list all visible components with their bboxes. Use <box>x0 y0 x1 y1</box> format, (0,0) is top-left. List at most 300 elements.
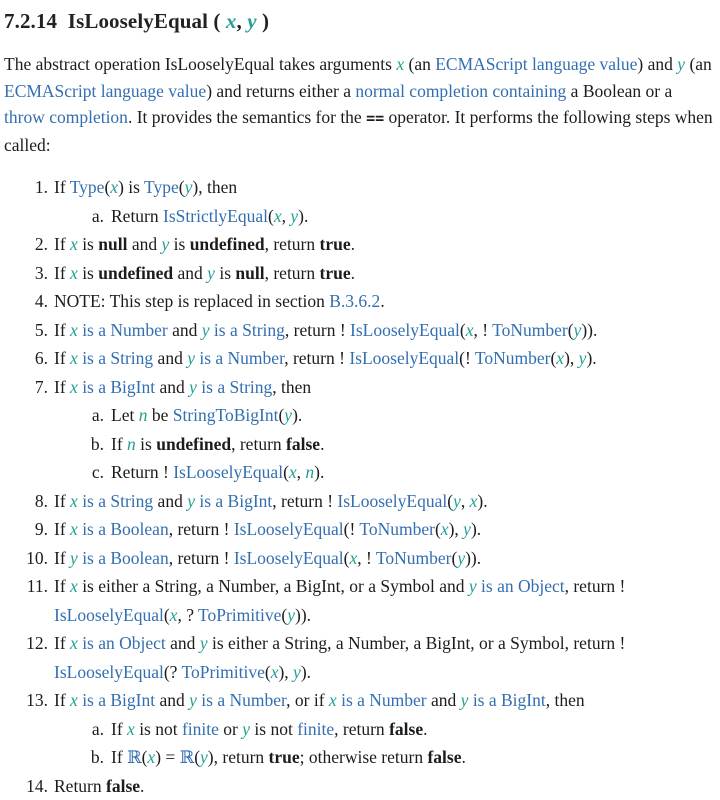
text: and <box>153 491 187 511</box>
text: ( <box>142 747 148 767</box>
step-text <box>54 548 481 568</box>
text: and <box>427 690 461 710</box>
step-text <box>54 348 597 368</box>
text: is <box>169 234 189 254</box>
variable: y <box>469 576 477 596</box>
spec-link[interactable]: ECMAScript language value <box>435 54 637 74</box>
variable: y <box>161 234 169 254</box>
text: If <box>54 519 70 539</box>
text: 7.2.14 IsLooselyEqual ( <box>4 9 226 33</box>
text: The abstract operation IsLooselyEqual takes arguments <box>4 54 396 74</box>
spec-link[interactable]: IsLooselyEqual <box>349 348 459 368</box>
substep-text <box>111 401 716 430</box>
text: , <box>236 9 247 33</box>
variable: x <box>70 519 78 539</box>
keyword-value: false <box>106 776 140 796</box>
step-content <box>54 373 716 487</box>
keyword-value: null <box>98 234 127 254</box>
keyword-value: undefined <box>98 263 173 283</box>
text: ). <box>301 662 311 682</box>
variable: y <box>677 54 685 74</box>
spec-link[interactable]: is a String <box>82 348 153 368</box>
step-marker: 2. <box>4 230 48 259</box>
keyword-value: false <box>286 434 320 454</box>
text: If <box>54 263 70 283</box>
step-text <box>54 263 355 283</box>
variable: n <box>139 405 148 425</box>
text: ( <box>265 662 271 682</box>
substep-marker: c. <box>54 458 104 487</box>
spec-link[interactable]: ToNumber <box>359 519 435 539</box>
step-content <box>54 230 716 259</box>
step-text <box>54 690 585 710</box>
spec-link[interactable]: is a Boolean <box>82 548 169 568</box>
substep-text <box>111 743 716 772</box>
text: or <box>219 719 242 739</box>
text: If <box>54 548 70 568</box>
text: is <box>215 263 235 283</box>
text: is not <box>135 719 182 739</box>
spec-link[interactable]: finite <box>297 719 334 739</box>
variable: y <box>202 320 210 340</box>
text: . It provides the semantics for the <box>128 107 366 127</box>
variable: y <box>293 662 301 682</box>
variable: n <box>305 462 314 482</box>
variable: x <box>70 576 78 596</box>
spec-link[interactable]: Type <box>70 177 105 197</box>
step-text <box>54 776 144 796</box>
text: . <box>320 434 324 454</box>
variable: y <box>463 519 471 539</box>
algorithm-substep <box>54 458 716 487</box>
variable: y <box>200 633 208 653</box>
substep-text <box>111 202 716 231</box>
variable: x <box>70 690 78 710</box>
text: ( <box>283 462 289 482</box>
variable: x <box>127 719 135 739</box>
variable: y <box>242 719 250 739</box>
keyword-value: false <box>427 747 461 767</box>
step-text <box>54 491 488 511</box>
text: . <box>423 719 427 739</box>
spec-link[interactable]: is an Object <box>481 576 565 596</box>
step-marker: 14. <box>4 772 48 800</box>
step-marker: 13. <box>4 686 48 772</box>
text: ). <box>292 405 302 425</box>
text: ( <box>281 605 287 625</box>
text: Return <box>54 776 106 796</box>
step-text <box>54 320 597 340</box>
text: If <box>54 576 70 596</box>
variable: x <box>556 348 564 368</box>
step-content <box>54 259 716 288</box>
algorithm-substep <box>54 202 716 231</box>
section-heading <box>4 8 716 34</box>
algorithm-step <box>4 572 716 629</box>
text: ), <box>449 519 464 539</box>
variable: x <box>70 320 78 340</box>
text: , <box>282 206 291 226</box>
text: and <box>155 377 189 397</box>
algorithm-step <box>4 544 716 573</box>
keyword-value: undefined <box>190 234 265 254</box>
variable: y <box>200 747 208 767</box>
algorithm-step <box>4 344 716 373</box>
text: , <box>461 491 470 511</box>
algorithm-step <box>4 287 716 316</box>
variable: y <box>574 320 582 340</box>
spec-link[interactable]: IsLooselyEqual <box>54 605 164 625</box>
spec-link[interactable]: StringToBigInt <box>173 405 279 425</box>
step-content <box>54 287 716 316</box>
variable: y <box>579 348 587 368</box>
text: and <box>173 263 207 283</box>
substep-text <box>111 430 716 459</box>
keyword-value: null <box>235 263 264 283</box>
text: , return <box>265 234 320 254</box>
spec-link[interactable]: ℝ <box>127 747 142 767</box>
text: ) is <box>118 177 144 197</box>
text: ( <box>344 548 350 568</box>
substep-marker: a. <box>54 401 104 430</box>
spec-link[interactable]: is a BigInt <box>199 491 272 511</box>
text: , return ! <box>565 576 626 596</box>
algorithm-substep <box>54 715 716 744</box>
spec-link[interactable]: is a String <box>201 377 272 397</box>
text: , return ! <box>169 548 234 568</box>
variable: y <box>284 405 292 425</box>
text: is <box>136 434 156 454</box>
step-content <box>54 572 716 629</box>
text: , ? <box>177 605 198 625</box>
variable: x <box>274 206 282 226</box>
algorithm-substep <box>54 743 716 772</box>
variable: n <box>127 434 136 454</box>
variable: x <box>350 548 358 568</box>
text: be <box>147 405 172 425</box>
spec-link[interactable]: is a Number <box>199 348 284 368</box>
variable: y <box>287 605 295 625</box>
text: ), <box>278 662 293 682</box>
text: If <box>54 234 70 254</box>
variable: y <box>187 348 195 368</box>
variable: y <box>207 263 215 283</box>
step-content <box>54 515 716 544</box>
text: ) and returns either a <box>206 81 355 101</box>
text: , then <box>546 690 585 710</box>
spec-link[interactable]: ToPrimitive <box>182 662 265 682</box>
text: (an <box>685 54 712 74</box>
spec-link[interactable]: throw completion <box>4 107 128 127</box>
spec-link[interactable]: is a BigInt <box>473 690 546 710</box>
substep-marker: a. <box>54 715 104 744</box>
text: operator. It performs the following steps when called: <box>4 107 713 155</box>
variable: x <box>170 605 178 625</box>
variable: x <box>70 377 78 397</box>
variable: x <box>70 491 78 511</box>
spec-link[interactable]: is a Number <box>341 690 427 710</box>
text: ) = <box>155 747 179 767</box>
spec-link[interactable]: Type <box>144 177 179 197</box>
text: If <box>111 719 127 739</box>
spec-link[interactable]: ℝ <box>180 747 195 767</box>
step-marker: 6. <box>4 344 48 373</box>
variable: x <box>70 263 78 283</box>
text: , return ! <box>169 519 234 539</box>
text: ). <box>477 491 487 511</box>
text: ( <box>278 405 284 425</box>
spec-link[interactable]: is a Number <box>82 320 168 340</box>
spec-link[interactable]: IsStrictlyEqual <box>163 206 268 226</box>
spec-link[interactable]: is a BigInt <box>82 377 155 397</box>
text: ). <box>586 348 596 368</box>
spec-link[interactable]: IsLooselyEqual <box>350 320 460 340</box>
spec-link[interactable]: normal completion containing <box>355 81 566 101</box>
text: Return <box>111 206 163 226</box>
text: ( <box>194 747 200 767</box>
spec-link[interactable]: is an Object <box>82 633 166 653</box>
variable: y <box>457 548 465 568</box>
keyword-value: true <box>320 263 351 283</box>
algorithm-step <box>4 373 716 487</box>
text: ). <box>471 519 481 539</box>
spec-link[interactable]: IsLooselyEqual <box>173 462 283 482</box>
spec-link[interactable]: B.3.6.2 <box>329 291 380 311</box>
text: ( <box>447 491 453 511</box>
step-marker: 8. <box>4 487 48 516</box>
variable: y <box>247 9 256 33</box>
variable: x <box>329 690 337 710</box>
spec-link[interactable]: is a BigInt <box>82 690 155 710</box>
text: a Boolean or a <box>566 81 672 101</box>
text: is <box>78 234 98 254</box>
text: )). <box>465 548 481 568</box>
step-content <box>54 344 716 373</box>
text: ( <box>104 177 110 197</box>
text: , return ! <box>272 491 337 511</box>
variable: x <box>70 348 78 368</box>
text: ( <box>268 206 274 226</box>
text: If <box>54 177 70 197</box>
algorithm-step <box>4 316 716 345</box>
variable: x <box>271 662 279 682</box>
text: . <box>462 747 466 767</box>
spec-link[interactable]: is a String <box>214 320 285 340</box>
text: is either a String, a Number, a BigInt, or a Symbol, return ! <box>208 633 626 653</box>
step-text <box>54 519 481 539</box>
variable: y <box>187 491 195 511</box>
spec-link[interactable]: finite <box>182 719 219 739</box>
keyword-value: false <box>389 719 423 739</box>
variable: y <box>290 206 298 226</box>
algorithm-substep <box>54 401 716 430</box>
text: If <box>54 348 70 368</box>
variable: x <box>70 633 78 653</box>
spec-link[interactable]: ToNumber <box>492 320 568 340</box>
spec-link[interactable]: IsLooselyEqual <box>337 491 447 511</box>
algorithm-step <box>4 629 716 686</box>
text: and <box>166 633 200 653</box>
text: If <box>111 747 127 767</box>
text: and <box>155 690 189 710</box>
text: If <box>54 491 70 511</box>
variable: y <box>453 491 461 511</box>
variable: y <box>461 690 469 710</box>
text: (! <box>344 519 360 539</box>
text: is either a String, a Number, a BigInt, or a Symbol and <box>78 576 469 596</box>
text: If <box>54 633 70 653</box>
step-content <box>54 629 716 686</box>
text: , <box>297 462 306 482</box>
spec-link[interactable]: is a Number <box>201 690 286 710</box>
code-operator: == <box>366 109 384 127</box>
text: NOTE: This step is replaced in section <box>54 291 329 311</box>
text: ( <box>435 519 441 539</box>
substep-marker: a. <box>54 202 104 231</box>
step-marker: 12. <box>4 629 48 686</box>
variable: y <box>189 690 197 710</box>
step-content <box>54 772 716 800</box>
text: ( <box>452 548 458 568</box>
text: (an <box>404 54 435 74</box>
algorithm-step <box>4 259 716 288</box>
step-marker: 3. <box>4 259 48 288</box>
variable: x <box>70 234 78 254</box>
text: , or if <box>286 690 329 710</box>
spec-link[interactable]: IsLooselyEqual <box>54 662 164 682</box>
step-marker: 11. <box>4 572 48 629</box>
variable: x <box>396 54 404 74</box>
algorithm-substep <box>54 430 716 459</box>
spec-link[interactable]: ToNumber <box>475 348 551 368</box>
text: (! <box>459 348 475 368</box>
step-marker: 7. <box>4 373 48 487</box>
step-marker: 5. <box>4 316 48 345</box>
step-content <box>54 173 716 230</box>
text: ), return <box>208 747 269 767</box>
step-text <box>54 177 237 197</box>
variable: y <box>185 177 193 197</box>
text: If <box>54 320 70 340</box>
spec-link[interactable]: ToPrimitive <box>198 605 281 625</box>
text: Return ! <box>111 462 173 482</box>
text: ) <box>257 9 269 33</box>
spec-link[interactable]: is a Boolean <box>82 519 169 539</box>
substep-marker: b. <box>54 743 104 772</box>
step-content <box>54 316 716 345</box>
text: , return <box>265 263 320 283</box>
variable: y <box>70 548 78 568</box>
text: . <box>380 291 384 311</box>
variable: x <box>226 9 237 33</box>
variable: x <box>289 462 297 482</box>
text: ), then <box>192 177 237 197</box>
keyword-value: true <box>320 234 351 254</box>
text: ). <box>314 462 324 482</box>
text: . <box>351 234 355 254</box>
step-marker: 4. <box>4 287 48 316</box>
algorithm-steps <box>4 173 716 800</box>
text: ( <box>460 320 466 340</box>
keyword-value: true <box>269 747 300 767</box>
substep-text <box>111 715 716 744</box>
text: ; otherwise return <box>300 747 428 767</box>
text: ( <box>568 320 574 340</box>
text: )). <box>581 320 597 340</box>
variable: x <box>466 320 474 340</box>
text: ( <box>179 177 185 197</box>
substep-marker: b. <box>54 430 104 459</box>
spec-link[interactable]: is a String <box>82 491 153 511</box>
text: If <box>54 377 70 397</box>
text: ). <box>298 206 308 226</box>
spec-link[interactable]: IsLooselyEqual <box>234 519 344 539</box>
text: is not <box>250 719 297 739</box>
step-marker: 1. <box>4 173 48 230</box>
algorithm-step <box>4 772 716 800</box>
text: . <box>140 776 144 796</box>
algorithm-step <box>4 173 716 230</box>
step-content <box>54 487 716 516</box>
text: , return ! <box>284 348 349 368</box>
step-text <box>54 377 311 397</box>
algorithm-step <box>4 487 716 516</box>
step-text <box>54 291 385 311</box>
text: and <box>168 320 202 340</box>
text: (? <box>164 662 182 682</box>
text: ( <box>164 605 170 625</box>
spec-link[interactable]: ToNumber <box>376 548 452 568</box>
text: and <box>153 348 187 368</box>
text: , return <box>231 434 286 454</box>
text: , return <box>334 719 389 739</box>
text: )). <box>295 605 311 625</box>
text: . <box>351 263 355 283</box>
step-text <box>54 234 355 254</box>
algorithm-step <box>4 515 716 544</box>
text: , then <box>272 377 311 397</box>
step-text <box>54 576 625 625</box>
text: ( <box>550 348 556 368</box>
text: ) and <box>637 54 677 74</box>
variable: x <box>147 747 155 767</box>
step-marker: 10. <box>4 544 48 573</box>
algorithm-step <box>4 686 716 772</box>
text: is <box>78 263 98 283</box>
step-content <box>54 686 716 772</box>
step-marker: 9. <box>4 515 48 544</box>
text: and <box>127 234 161 254</box>
text: , ! <box>473 320 492 340</box>
variable: x <box>441 519 449 539</box>
keyword-value: undefined <box>156 434 231 454</box>
step-content <box>54 544 716 573</box>
text: , ! <box>357 548 376 568</box>
text: If <box>54 690 70 710</box>
spec-link[interactable]: IsLooselyEqual <box>234 548 344 568</box>
text: Let <box>111 405 139 425</box>
algorithm-step <box>4 230 716 259</box>
text: ), <box>564 348 579 368</box>
substep-text <box>111 458 716 487</box>
variable: x <box>110 177 118 197</box>
text: , return ! <box>285 320 350 340</box>
spec-link[interactable]: ECMAScript language value <box>4 81 206 101</box>
intro-paragraph <box>4 51 716 158</box>
text: If <box>111 434 127 454</box>
variable: y <box>189 377 197 397</box>
variable: x <box>470 491 478 511</box>
